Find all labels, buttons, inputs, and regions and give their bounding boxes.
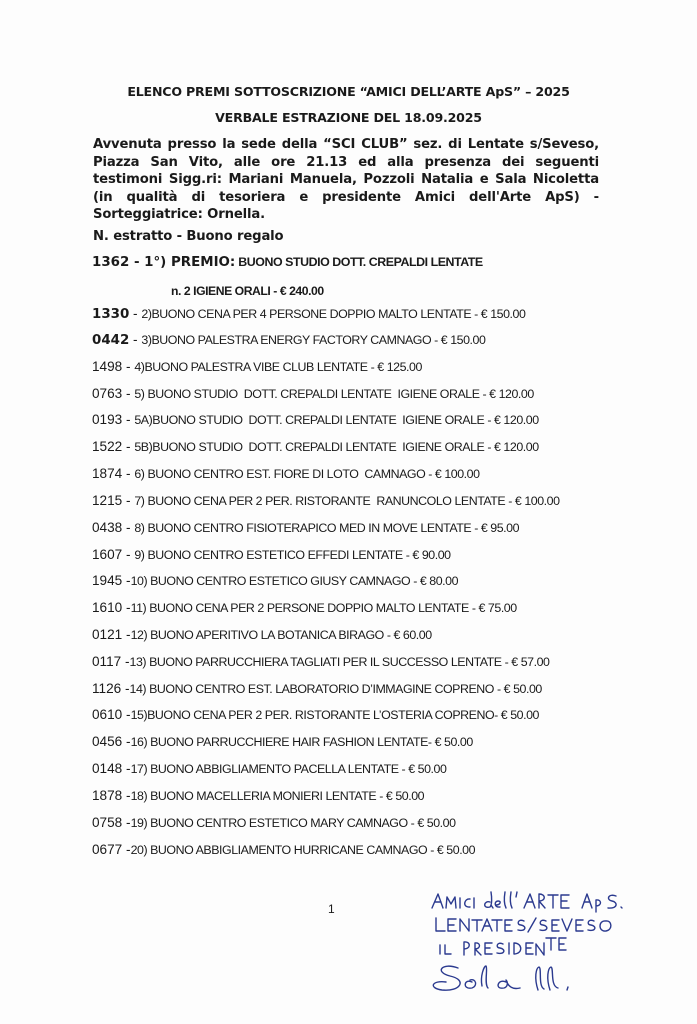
prize-number: 1215 (92, 493, 123, 508)
prize-separator: - (129, 306, 142, 321)
prize-description: 4)BUONO PALESTRA VIBE CLUB LENTATE - € 125.00 (134, 360, 422, 374)
prize-description: 16) BUONO PARRUCCHIERE HAIR FASHION LENTATE- € 50.00 (130, 735, 473, 749)
prize-row (92, 412, 539, 427)
page-number: 1 (328, 902, 335, 916)
prize-row (92, 306, 525, 322)
prize-row (92, 734, 473, 749)
prize-row (92, 332, 485, 348)
prize-row (92, 600, 517, 615)
prize-separator: - (122, 520, 135, 535)
prize-number: 0677 (92, 842, 123, 857)
signature-image (420, 888, 660, 998)
prize-number: 1610 (92, 600, 123, 615)
prize-description: 19) BUONO CENTRO ESTETICO MARY CAMNAGO - € 50.00 (130, 816, 456, 830)
prize-description: 5B)BUONO STUDIO DOTT. CREPALDI LENTATE IGIENE ORALE - € 120.00 (134, 440, 539, 454)
first-prize-label: 1°) PREMIO: (144, 255, 236, 270)
prize-description: 20) BUONO ABBIGLIAMENTO HURRICANE CAMNAGO - € 50.00 (130, 843, 476, 857)
prize-number: 0121 (92, 627, 123, 642)
column-header: N. estratto - Buono regalo (93, 229, 284, 244)
prize-number: 0148 (92, 761, 123, 776)
document-title: ELENCO PREMI SOTTOSCRIZIONE “AMICI DELL’ARTE ApS” – 2025 (127, 84, 570, 99)
prize-description: 14) BUONO CENTRO EST. LABORATORIO D’IMMAGINE COPRENO - € 50.00 (129, 682, 542, 696)
prize-separator: - (129, 255, 145, 270)
prize-separator: - (122, 439, 135, 454)
prize-number: 1126 (92, 681, 122, 696)
prize-description: 17) BUONO ABBIGLIAMENTO PACELLA LENTATE - € 50.00 (130, 762, 447, 776)
prize-number: 0758 (92, 815, 123, 830)
prize-row (92, 493, 560, 508)
first-prize-detail: n. 2 IGIENE ORALI - € 240.00 (171, 284, 324, 298)
prize-description: 18) BUONO MACELLERIA MONIERI LENTATE - € 50.00 (130, 789, 425, 803)
prize-separator: - (121, 681, 130, 696)
prize-separator: - (122, 788, 131, 803)
prize-row (92, 788, 424, 803)
prize-description: 5) BUONO STUDIO DOTT. CREPALDI LENTATE IGIENE ORALE - € 120.00 (134, 387, 534, 401)
intro-paragraph: Avvenuta presso la sede della “SCI CLUB” sez. di Lentate s/Seveso, Piazza San Vito, alle ore 21.13 ed alla presenza dei seguenti testimoni Sigg.ri: Mariani Manuela, Pozzoli Natalia e Sala Nicoletta (in qualità di tesoriera e presidente Amici dell'Arte ApS) - Sorteggiatrice: Ornella. (93, 137, 599, 222)
prize-row (92, 573, 458, 588)
prize-row (92, 654, 549, 669)
prize-separator: - (122, 386, 135, 401)
prize-description: 11) BUONO CENA PER 2 PERSONE DOPPIO MALTO LENTATE - € 75.00 (130, 601, 517, 615)
prize-number: 1522 (92, 439, 123, 454)
prize-description: 10) BUONO CENTRO ESTETICO GIUSY CAMNAGO - € 80.00 (130, 574, 459, 588)
prize-row (92, 707, 539, 722)
prize-separator: - (122, 412, 135, 427)
prize-separator: - (122, 466, 135, 481)
prize-separator: - (122, 573, 131, 588)
prize-number: 1874 (92, 466, 123, 481)
prize-number: 0442 (92, 333, 130, 348)
prize-number: 1362 (92, 255, 130, 270)
prize-separator: - (122, 815, 131, 830)
prize-description: 7) BUONO CENA PER 2 PER. RISTORANTE RANUNCOLO LENTATE - € 100.00 (134, 494, 560, 508)
prize-separator: - (122, 493, 135, 508)
prize-row (92, 386, 534, 401)
prize-number: 1498 (92, 359, 123, 374)
prize-description: 13) BUONO PARRUCCHIERA TAGLIATI PER IL SUCCESSO LENTATE - € 57.00 (129, 655, 550, 669)
prize-number: 0610 (92, 707, 123, 722)
prize-row (92, 520, 519, 535)
prize-row (92, 547, 451, 562)
prize-number: 0193 (92, 412, 123, 427)
prize-number: 1330 (92, 307, 130, 322)
prize-separator: - (122, 627, 131, 642)
prize-number: 0438 (92, 520, 123, 535)
prize-number: 1878 (92, 788, 123, 803)
prize-number: 0763 (92, 386, 123, 401)
prize-number: 0456 (92, 734, 123, 749)
prize-row (92, 761, 446, 776)
prize-row (92, 815, 456, 830)
prize-row (92, 627, 432, 642)
prize-description: 2)BUONO CENA PER 4 PERSONE DOPPIO MALTO LENTATE - € 150.00 (141, 307, 526, 321)
document-subtitle: VERBALE ESTRAZIONE DEL 18.09.2025 (215, 110, 482, 125)
prize-description: 6) BUONO CENTRO EST. FIORE DI LOTO CAMNAGO - € 100.00 (134, 467, 480, 481)
prize-row (92, 842, 475, 857)
prize-number: 1607 (92, 547, 123, 562)
prize-description: 12) BUONO APERITIVO LA BOTANICA BIRAGO - € 60.00 (130, 628, 432, 642)
prize-separator: - (129, 332, 142, 347)
prize-row (92, 681, 542, 696)
first-prize-row (92, 255, 483, 270)
prize-separator: - (122, 547, 135, 562)
prize-separator: - (121, 654, 130, 669)
prize-row (92, 439, 539, 454)
prize-description: 3)BUONO PALESTRA ENERGY FACTORY CAMNAGO - € 150.00 (141, 333, 486, 347)
prize-row (92, 466, 480, 481)
prize-separator: - (122, 600, 131, 615)
handwritten-signature (420, 888, 660, 998)
prize-number: 1945 (92, 573, 123, 588)
prize-description: 8) BUONO CENTRO FISIOTERAPICO MED IN MOVE LENTATE - € 95.00 (134, 521, 520, 535)
prize-description: 5A)BUONO STUDIO DOTT. CREPALDI LENTATE IGIENE ORALE - € 120.00 (134, 413, 539, 427)
prize-separator: - (122, 359, 135, 374)
prize-number: 0117 (92, 654, 122, 669)
prize-row (92, 359, 422, 374)
prize-description: 15)BUONO CENA PER 2 PER. RISTORANTE L’OSTERIA COPRENO- € 50.00 (130, 708, 539, 722)
prize-separator: - (122, 734, 131, 749)
prize-separator: - (122, 761, 131, 776)
prize-separator: - (122, 707, 131, 722)
prize-separator: - (122, 842, 131, 857)
prize-description: 9) BUONO CENTRO ESTETICO EFFEDI LENTATE - € 90.00 (134, 548, 451, 562)
prize-description: BUONO STUDIO DOTT. CREPALDI LENTATE (235, 255, 483, 269)
